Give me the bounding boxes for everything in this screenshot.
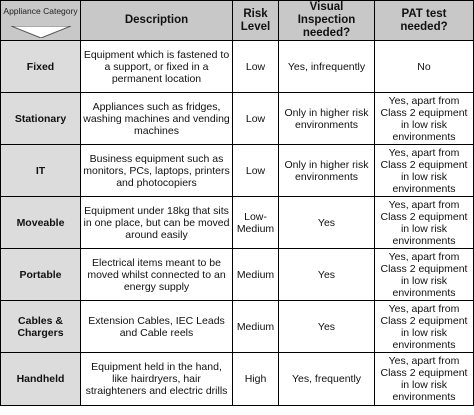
category-cell: Fixed: [1, 41, 81, 93]
visual-cell: Only in higher risk environments: [279, 93, 375, 145]
header-description: Description: [81, 1, 233, 41]
visual-cell: Yes, frequently: [279, 353, 375, 406]
visual-cell: Yes: [279, 197, 375, 249]
description-cell: Business equipment such as monitors, PCs, laptops, printers and photocopiers: [81, 145, 233, 197]
risk-cell: Low: [233, 145, 279, 197]
header-pat-test: PAT test needed?: [375, 1, 474, 41]
header-risk-level: Risk Level: [233, 1, 279, 41]
pat-cell: Yes, apart from Class 2 equipment in low risk environments: [375, 353, 474, 406]
description-cell: Equipment under 18kg that sits in one place, but can be moved around easily: [81, 197, 233, 249]
visual-cell: Yes, infrequently: [279, 41, 375, 93]
category-cell: IT: [1, 145, 81, 197]
header-visual-inspection: Visual Inspection needed?: [279, 1, 375, 41]
risk-cell: Low-Medium: [233, 197, 279, 249]
risk-cell: Medium: [233, 249, 279, 301]
category-cell: Portable: [1, 249, 81, 301]
table-row: [1, 353, 474, 406]
header-category-label: Appliance Category: [3, 6, 78, 16]
category-cell: Stationary: [1, 93, 81, 145]
category-cell: Moveable: [1, 197, 81, 249]
description-cell: Electrical items meant to be moved whilst connected to an energy supply: [81, 249, 233, 301]
risk-cell: Low: [233, 93, 279, 145]
pat-cell: Yes, apart from Class 2 equipment in low risk environments: [375, 249, 474, 301]
pat-cell: Yes, apart from Class 2 equipment in low risk environments: [375, 145, 474, 197]
table-row: [1, 93, 474, 145]
description-cell: Appliances such as fridges, washing machines and vending machines: [81, 93, 233, 145]
table-row: [1, 301, 474, 353]
description-cell: Equipment held in the hand, like hairdryers, hair straighteners and electric drills: [81, 353, 233, 406]
table-header-row: [1, 1, 474, 41]
risk-cell: Low: [233, 41, 279, 93]
risk-cell: Medium: [233, 301, 279, 353]
pat-cell: Yes, apart from Class 2 equipment in low risk environments: [375, 197, 474, 249]
visual-cell: Yes: [279, 249, 375, 301]
header-appliance-category: [1, 1, 81, 41]
category-cell: Handheld: [1, 353, 81, 406]
table-row: [1, 249, 474, 301]
table-row: [1, 41, 474, 93]
table-row: [1, 197, 474, 249]
visual-cell: Only in higher risk environments: [279, 145, 375, 197]
pat-cell: Yes, apart from Class 2 equipment in low risk environments: [375, 301, 474, 353]
category-cell: Cables & Chargers: [1, 301, 81, 353]
description-cell: Equipment which is fastened to a support, or fixed in a permanent location: [81, 41, 233, 93]
pat-cell: No: [375, 41, 474, 93]
risk-cell: High: [233, 353, 279, 406]
pat-cell: Yes, apart from Class 2 equipment in low risk environments: [375, 93, 474, 145]
visual-cell: Yes: [279, 301, 375, 353]
table-row: [1, 145, 474, 197]
description-cell: Extension Cables, IEC Leads and Cable reels: [81, 301, 233, 353]
down-arrow-icon: [11, 26, 71, 38]
